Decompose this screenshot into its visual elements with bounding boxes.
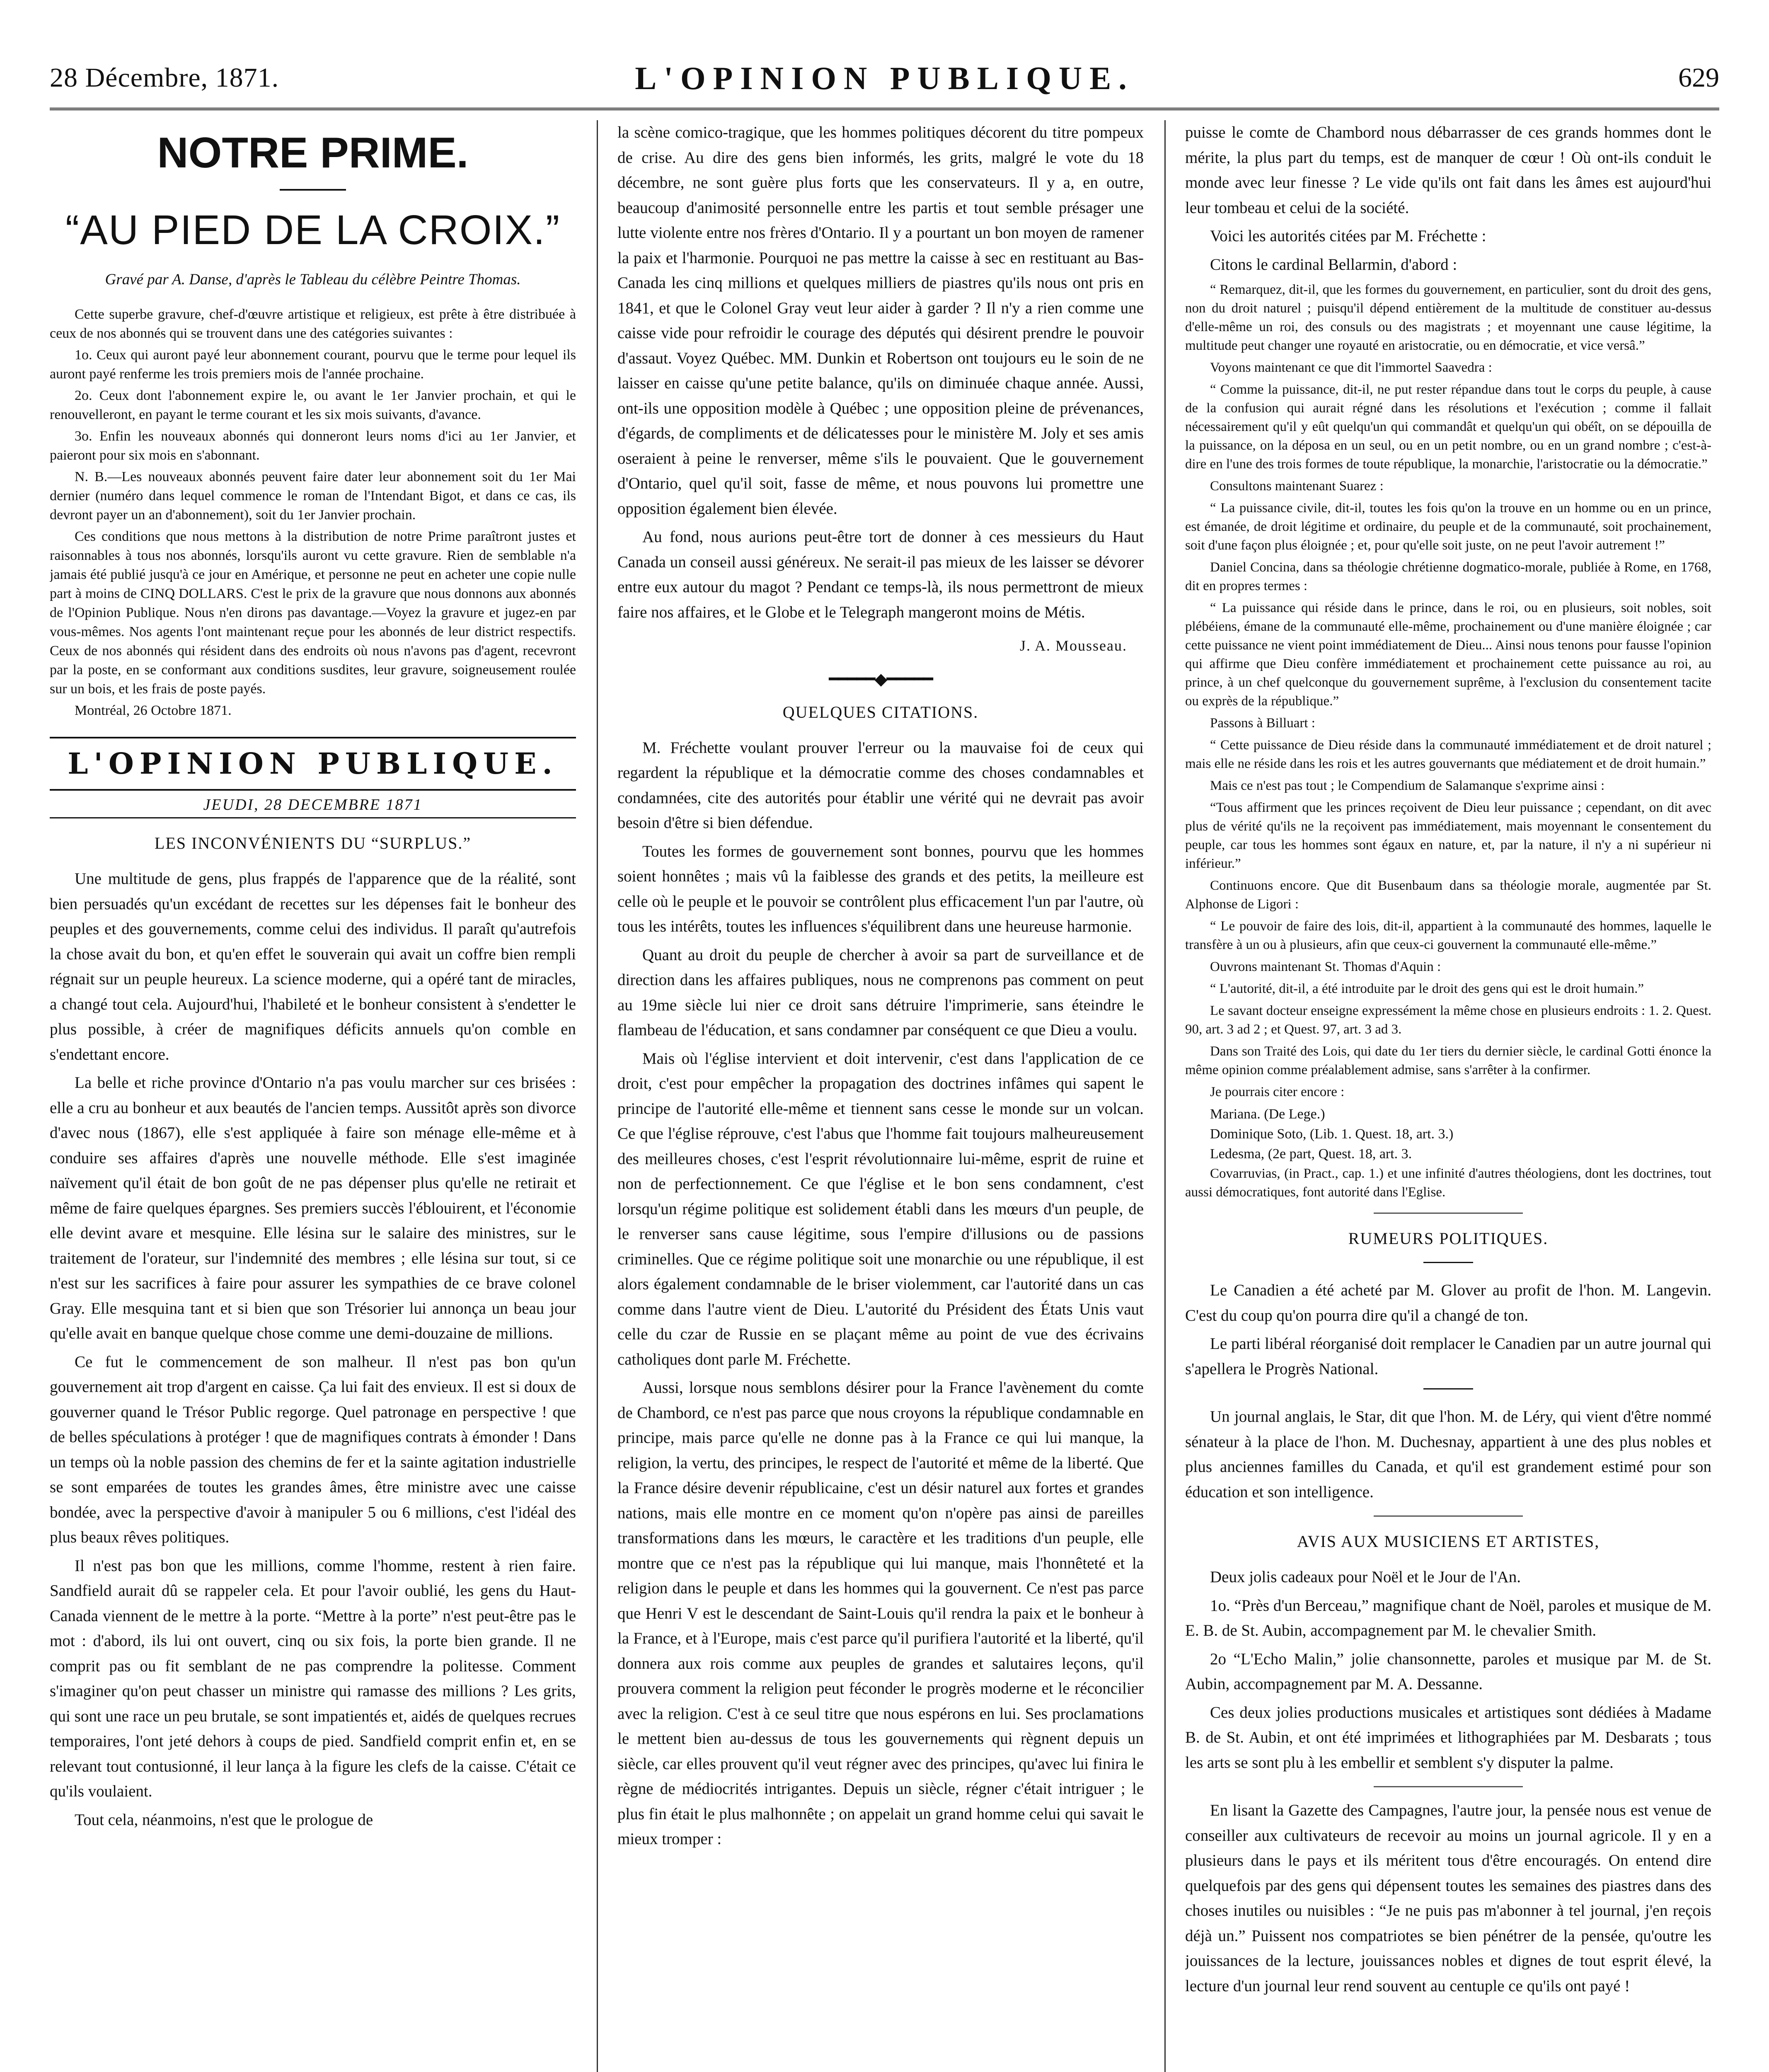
authority-item: Dominique Soto, (Lib. 1. Quest. 18, art. 3.) bbox=[1210, 1126, 1454, 1142]
authority-item: Mariana. (De Lege.) bbox=[1210, 1106, 1325, 1122]
column-2 bbox=[617, 120, 1144, 2072]
divider bbox=[1374, 1515, 1523, 1517]
quote: Le savant docteur enseigne expressément la même chose en plusieurs endroits : 1. 2. Quest. 90, art. 3 ad 2 ; et Quest. 97, art. 3 ad 3. bbox=[1185, 1003, 1711, 1037]
quote: Covarruvias, (in Pract., cap. 1.) et une infinité d'autres théologiens, dont les doctrines, tout aussi démocratiques, font autorité dans l'Eglise. bbox=[1185, 1166, 1711, 1200]
paragraph: Voici les autorités citées par M. Fréchette : bbox=[1210, 227, 1486, 245]
newspaper-page bbox=[50, 46, 1719, 2072]
divider bbox=[1374, 1213, 1523, 1214]
paragraph: En lisant la Gazette des Campagnes, l'autre jour, la pensée nous est venue de conseiller aux cultivateurs de recevoir au moins un journal agricole. Il y en a plusieurs dans le pays et ils méritent tous d'être encouragés. On entend dire quelquefois par des gens qui dépensent toutes les semaines des piastres dans des choses inutiles ou nuisibles : “Je ne puis pas m'abonner à tel journal, j'en reçois déjà un.” Puissent nos compatriotes se bien pénétrer de la pensée, qu'outre les jouissances de la lecture, jouissances nobles et dignes de tout esprit élevé, la lecture d'un journal leur rend souvent au centuple ce qu'ils ont payé ! bbox=[1185, 1801, 1711, 1995]
divider bbox=[1423, 1262, 1473, 1263]
paragraph: Il n'est pas bon que les millions, comme l'homme, restent à rien faire. Sandfield aurait dû se rappeler cela. Et pour l'avoir oublié, les gens du Haut-Canada viennent de le mettre à la porte. “Mettre à la porte” n'est peut-être pas le mot : d'abord, ils lui ont ouvert, cinq ou six fois, la porte bien grande. Il ne comprit pas ou fit semblant de ne pas comprendre la politesse. Comment s'imaginer qu'on peut chasser un ministre qui ramasse des millions ? Les grits, qui sont une race un peu brutale, se sont impatientés et, aidés de quelques recrues temporaires, l'ont jeté dehors à coups de pied. Sandfield comprit enfin et, en se relevant tout contusionné, il leur lança à la figure les clefs de la caisse. C'était ce qu'ils voulaient. bbox=[50, 1556, 576, 1800]
quote: Dans son Traité des Lois, qui date du 1er tiers du dernier siècle, le cardinal Gotti énonce la même opinion comme préalablement admise, sans s'arrêter à la confirmer. bbox=[1185, 1044, 1711, 1077]
paragraph: 3o. Enfin les nouveaux abonnés qui donneront leurs noms d'ici au 1er Janvier, et paieront pour six mois en s'abonnant. bbox=[50, 428, 576, 463]
paragraph: Cette superbe gravure, chef-d'œuvre artistique et religieux, est prête à être distribuée à ceux de nos abonnés qui se trouvent dans une des catégories suivantes : bbox=[50, 307, 576, 341]
paragraph: Montréal, 26 Octobre 1871. bbox=[75, 703, 232, 718]
quote: Daniel Concina, dans sa théologie chrétienne dogmatico-morale, publiée à Rome, en 1768, dit en propres termes : bbox=[1185, 560, 1711, 593]
issue-date-line: JEUDI, 28 DECEMBRE 1871 bbox=[50, 792, 576, 818]
column-divider bbox=[1164, 120, 1166, 2072]
column-1 bbox=[50, 120, 576, 2072]
quote: “ Le pouvoir de faire des lois, dit-il, appartient à la communauté des hommes, laquelle le transfère à un ou à plusieurs, afin que ceux-ci gouvernent la communauté elle-même.” bbox=[1185, 919, 1711, 952]
paragraph: Le Canadien a été acheté par M. Glover au profit de l'hon. M. Langevin. C'est du coup qu'on pourra dire qu'il a changé de ton. bbox=[1185, 1281, 1711, 1324]
article-heading: RUMEURS POLITIQUES. bbox=[1348, 1229, 1549, 1248]
quote: Ouvrons maintenant St. Thomas d'Aquin : bbox=[1210, 959, 1441, 974]
page-number: 629 bbox=[1678, 63, 1719, 93]
divider bbox=[280, 189, 346, 191]
paragraph: Ce fut le commencement de son malheur. Il n'est pas bon qu'un gouvernement ait trop d'argent en caisse. Ça lui fait des envieux. Il est si doux de gouverner quand le Trésor Public regorge. Quel patronage en perspective ! que de belles spéculations à protéger ! que de magnifiques contrats à émonder ! Dans un temps où la noble passion des chemins de fer et la sainte agitation industrielle se sont emparées de toutes les grandes âmes, être ministre avec une caisse bondée, avec la perspective d'avoir à manipuler 5 ou 6 millions, c'est l'idéal des plus beaux rêves politiques. bbox=[50, 1353, 576, 1546]
author-signature: J. A. Mousseau. bbox=[1019, 637, 1127, 654]
quote: Continuons encore. Que dit Busenbaum dans sa théologie morale, augmentée par St. Alphonse de Ligori : bbox=[1185, 878, 1711, 912]
engraving-credit: Gravé par A. Danse, d'après le Tableau du célèbre Peintre Thomas. bbox=[105, 271, 521, 288]
prime-heading: NOTRE PRIME. bbox=[157, 129, 469, 177]
paragraph: La belle et riche province d'Ontario n'a pas voulu marcher sur ces brisées : elle a cru au bonheur et aux beautés de l'ancien temps. Aussitôt après son divorce d'avec nous (1867), elle s'est appliquée à faire son ménage elle-même et à conduire ses affaires d'après une nouvelle méthode. Elle s'est imaginée naïvement qu'il était de bon goût de ne pas dépenser plus qu'elle ne retirait et même de faire quelques épargnes. Ses premiers succès l'éblouirent, et l'économie elle devint avare et mesquine. Elle lésina sur le salaire des ministres, sur le traitement de l'orateur, sur l'indemnité des membres ; elle lésina sur tout, si ce n'est sur les sacrifices à faire pour assurer les sympathies de ce brave colonel Gray. Elle mesquina tant et si bien que son Trésorier lui annonça un beau jour qu'elle avait en banque quelque chose comme une demi-douzaine de millions. bbox=[50, 1074, 576, 1342]
quote: Je pourrais citer encore : bbox=[1210, 1084, 1345, 1099]
paragraph: Ces conditions que nous mettons à la distribution de notre Prime paraîtront justes et raisonnables à tous nos abonnés, lorsqu'ils auront vu cette gravure. Rien de semblable n'a jamais été publié jusqu'à ce jour en Amérique, et personne ne peut en acheter une copie nulle part à moins de CINQ DOLLARS. C'est le prix de la gravure que nous donnons aux abonnés de l'Opinion Publique. Nous n'en dirons pas davantage.—Voyez la gravure et jugez-en par vous-mêmes. Nos agents l'ont maintenant reçue pour les abonnés de leur district respectifs. Ceux de nos abonnés qui résident dans des endroits où nous n'avons pas d'agent, recevront par la poste, en se conformant aux conditions susdites, leur gravure, soigneusement roulée sur un bois, et les frais de poste payés. bbox=[50, 529, 576, 697]
paragraph: Mais où l'église intervient et doit intervenir, c'est dans l'application de ce droit, c'est pour empêcher la propagation des doctrines infâmes qui sapent le principe de l'autorité elle-même et tiennent sans cesse le monde sur un volcan. Ce que l'église réprouve, c'est l'abus que l'homme fait toujours malheureusement des meilleures choses, c'est l'esprit révolutionnaire lui-même, esprit de ruine et non de perfectionnement. Ce que l'église et le bon sens condamnent, c'est lorsqu'un régime politique est solidement établi dans les mœurs d'un peuple, de le renverser sans cause légitime, sous l'empire d'illusions ou de passions criminelles. Que ce régime politique soit une monarchie ou une république, il est alors également condamnable de le briser violemment, car l'autorité dans un cas comme dans l'autre vient de Dieu. L'autorité du Président des États Unis vaut celle du czar de Russie en se plaçant même au point de vue des écrivains catholiques dont parle M. Fréchette. bbox=[617, 1049, 1144, 1368]
paragraph: 2o. Ceux dont l'abonnement expire le, ou avant le 1er Janvier prochain, et qui le renouvelleront, en payant le terme courant et les six mois suivants, d'avance. bbox=[50, 388, 576, 422]
quote: Voyons maintenant ce que dit l'immortel Saavedra : bbox=[1210, 360, 1492, 375]
paragraph: puisse le comte de Chambord nous débarrasser de ces grands hommes dont le mérite, la plus part du temps, est de manquer de cœur ! Où ont-ils conduit le monde avec leur finesse ? Le vide qu'ils ont fait dans les âmes est aujourd'hui leur tombeau et celui de la société. bbox=[1185, 123, 1711, 217]
prime-title: “AU PIED DE LA CROIX.” bbox=[65, 207, 561, 253]
paragraph: Citons le cardinal Bellarmin, d'abord : bbox=[1210, 255, 1457, 274]
quote: “Tous affirment que les princes reçoivent de Dieu leur puissance ; cependant, on dit avec plus de vérité qu'ils ne la reçoivent pas immédiatement, mais moyennant le consentement du peuple, car tous les hommes sont égaux en nature, et, par la nature, il n'y a ni supérieur ni inférieur.” bbox=[1185, 800, 1711, 871]
article-heading: QUELQUES CITATIONS. bbox=[782, 702, 979, 721]
paragraph: 2o “L'Echo Malin,” jolie chansonnette, paroles et musique par M. de St. Aubin, accompagnement par M. A. Dessanne. bbox=[1185, 1650, 1711, 1693]
column-3 bbox=[1185, 120, 1711, 2072]
paragraph: Au fond, nous aurions peut-être tort de donner à ces messieurs du Haut Canada un conseil aussi généreux. Ne serait-il pas mieux de les laisser se dévorer entre eux autour du magot ? Pendant ce temps-là, ils nous permettront de mieux faire nos affaires, et le Globe et le Telegraph mangeront moins de Métis. bbox=[617, 528, 1144, 621]
issue-date-header: 28 Décembre, 1871. bbox=[50, 63, 279, 93]
authority-item: Ledesma, (2e part, Quest. 18, art. 3. bbox=[1210, 1146, 1412, 1162]
paragraph: Ces deux jolies productions musicales et artistiques sont dédiées à Madame B. de St. Aubin, et ont été imprimées et lithographiées par M. Desbarats ; tous les arts se sont plu à les embellir et semblent s'y disputer la palme. bbox=[1185, 1703, 1711, 1772]
article-heading: AVIS AUX MUSICIENS ET ARTISTES, bbox=[1297, 1532, 1600, 1551]
divider bbox=[1423, 1388, 1473, 1389]
section-ornament: ━━━━━◆━━━━━ bbox=[829, 669, 932, 688]
paragraph: Quant au droit du peuple de chercher à avoir sa part de surveillance et de direction dans les affaires publiques, nous ne comprenons pas comment on peut au 19me siècle lui nier ce droit sans détruire l'imprimerie, sans éteindre le flambeau de l'éducation, et sans condamner par conséquent ce que Dieu a voulu. bbox=[617, 946, 1144, 1039]
quote: “ La puissance civile, dit-il, toutes les fois qu'on la trouve en un homme ou en un prince, est émanée, de droit légitime et ordinaire, du peuple et de la communauté, soit prochainement, soit d'une façon plus éloignée ; et, pour qu'elle soit juste, on ne peut l'avoir autrement !” bbox=[1185, 501, 1711, 553]
column-divider bbox=[597, 120, 598, 2072]
quote: “ Comme la puissance, dit-il, ne put rester répandue dans tout le corps du peuple, à cause de la confusion qui aurait régné dans les résolutions et l'exécution ; comme il fallait nécessairement qu'il y eût quelqu'un qui commandât et quelqu'un qui obéît, on se dépouilla de la puissance, on la déposa en un seul, ou en un petit nombre, ou en un grand nombre ; c'est-à-dire en l'une des trois formes de toute république, la monarchie, l'aristocratie ou la démocratie.” bbox=[1185, 382, 1711, 472]
paragraph: Tout cela, néanmoins, n'est que le prologue de bbox=[75, 1811, 373, 1829]
paragraph: Deux jolis cadeaux pour Noël et le Jour de l'An. bbox=[1210, 1568, 1521, 1586]
quote: “ Remarquez, dit-il, que les formes du gouvernement, en particulier, sont du droit des gens, non du droit naturel ; puisqu'il dépend entièrement de la multitude de constituer au-dessus d'elle-même un roi, des consuls ou des magistrats ; et moyennant une cause légitime, la multitude peut changer une royauté en aristocratie, ou en démocratie, et vice versâ.” bbox=[1185, 282, 1711, 353]
paragraph: Une multitude de gens, plus frappés de l'apparence que de la réalité, sont bien persuadés qu'un excédant de recettes sur les dépenses fait le bonheur des peuples et des gouvernements, comme celui des individus. Il paraît qu'autrefois la chose avait du bon, et qu'en effet le souverain qui avait un coffre bien rempli régnait sur un peuple heureux. La science moderne, qui a opéré tant de miracles, a changé tout cela. Aujourd'hui, l'habileté et le bonheur consistent à s'endetter le plus possible, à créer de magnifiques déficits annuels qu'on comble en s'endettant encore. bbox=[50, 870, 576, 1063]
masthead bbox=[50, 46, 1719, 110]
paragraph: 1o. Ceux qui auront payé leur abonnement courant, pourvu que le terme pour lequel ils auront payé renferme les trois premiers mois de l'année prochaine. bbox=[50, 347, 576, 382]
paragraph: la scène comico-tragique, que les hommes politiques décorent du titre pompeux de crise. Au dire des gens bien informés, les grits, malgré le vote du 18 décembre, ne sont guère plus forts que les conservateurs. Il y a, en outre, beaucoup d'animosité personnelle entre les partis et tout semble présager une lutte violente entre nos frères d'Ontario. Il y a pourtant un bon moyen de ramener la paix et l'harmonie. Pourquoi ne pas mettre la caisse à sec en restituant au Bas-Canada les cinq millions et quelques milliers de piastres qu'ils nous ont pris en 1841, et que le Colonel Gray veut leur aider à garder ? Il n'y a rien comme une caisse vide pour refroidir le courage des députés qui désirent prendre le pouvoir d'assaut. Voyez Québec. MM. Dunkin et Robertson ont toujours eu le soin de ne laisser en caisse qu'une petite balance, qu'ils on diminuée chaque année. Aussi, ont-ils une opposition modèle à Québec ; une opposition pleine de prévenances, d'égards, de compliments et de délicatesses pour le ministère M. Joly et ses amis oseraient à peine le renverser, même s'ils le pouvaient. Que le gouvernement d'Ontario, quel qu'il soit, fasse de même, et nous pouvons lui promettre une opposition également bien élevée. bbox=[617, 123, 1144, 518]
newspaper-title: L'OPINION PUBLIQUE. bbox=[635, 60, 1134, 96]
prime-notice bbox=[50, 305, 576, 720]
quote: “ L'autorité, dit-il, a été introduite par le droit des gens qui est le droit humain.” bbox=[1210, 981, 1644, 996]
divider bbox=[1374, 1786, 1523, 1787]
paragraph: Un journal anglais, le Star, dit que l'hon. M. de Léry, qui vient d'être nommé sénateur à la place de l'hon. M. Duchesnay, appartient à une des plus nobles et plus anciennes familles du Canada, et qu'il est grandement estimé pour son éducation et son intelligence. bbox=[1185, 1408, 1711, 1501]
paragraph: N. B.—Les nouveaux abonnés peuvent faire dater leur abonnement soit du 1er Mai dernier (numéro dans lequel commence le roman de l'Intendant Bigot, et dans ce cas, ils devront payer un an d'abonnement), soit du 1er Janvier prochain. bbox=[50, 469, 576, 523]
article-heading: LES INCONVÉNIENTS DU “SURPLUS.” bbox=[154, 834, 472, 852]
quote: Mais ce n'est pas tout ; le Compendium de Salamanque s'exprime ainsi : bbox=[1210, 778, 1605, 793]
paragraph: Aussi, lorsque nous semblons désirer pour la France l'avènement du comte de Chambord, ce n'est pas parce que nous croyons la république condamnable en principe, mais parce qu'elle ne donne pas à la France ce qui lui manque, la religion, la vertu, des principes, le respect de l'autorité et même de la liberté. Que la France désire devenir républicaine, c'est un désir naturel aux fortes et grandes nations, mais elle montre en ce moment qu'on n'opère pas ainsi de pareilles transformations dans les mœurs, le caractère et les traditions d'un peuple, elle montre que ce n'est pas la république qui lui manque, mais l'honnêteté et la religion dans le peuple et dans les hommes qui la gouvernent. Ce n'est pas parce que Henri V est le descendant de Saint-Louis qu'il rendra la paix et le bonheur à la France, et à l'Europe, mais c'est parce qu'il purifiera l'autorité et la liberté, qu'il donnera aux rois comme aux peuples de grandes et salutaires leçons, qu'il prouvera comment la religion peut féconder le progrès moderne et le réconcilier avec la religion. C'est à ce seul titre que nous espérons en lui. Ses proclamations le mettent bien au-dessus de tous les gouvernements qui règnent depuis un siècle, car elles prouvent qu'il veut régner avec des principes, qu'avec lui finira le règne de médiocrités intrigantes. Depuis un siècle, régner c'était intriguer ; le plus fin était le plus malhonnête ; on appelait un grand homme celui qui savait le mieux tromper : bbox=[617, 1379, 1144, 1848]
quote: “ Cette puissance de Dieu réside dans la communauté immédiatement et de droit naturel ; mais elle ne réside dans les rois et les autres gouvernants que médiatement et de droit humain.” bbox=[1185, 738, 1711, 771]
paragraph: Le parti libéral réorganisé doit remplacer le Canadien par un autre journal qui s'apellera le Progrès National. bbox=[1185, 1335, 1711, 1378]
quote: Passons à Billuart : bbox=[1210, 716, 1315, 731]
quote: Consultons maintenant Suarez : bbox=[1210, 479, 1384, 494]
paragraph: Toutes les formes de gouvernement sont bonnes, pourvu que les hommes soient honnêtes ; mais vû la faiblesse des grands et des petits, la meilleure est celle où le peuple et le pouvoir se contrôlent plus efficacement l'un par l'autre, où tous les intérêts, toutes les influences s'équilibrent dans une heureuse harmonie. bbox=[617, 842, 1144, 935]
paragraph: 1o. “Près d'un Berceau,” magnifique chant de Noël, paroles et musique de M. E. B. de St. Aubin, accompagnement par M. le chevalier Smith. bbox=[1185, 1596, 1711, 1639]
quote: “ La puissance qui réside dans le prince, dans le roi, ou en plusieurs, soit nobles, soit plébéiens, émane de la communauté elle-même, prochainement ou d'une manière éloignée ; car cette puissance ne vient point immédiatement de Dieu... Ainsi nous tenons pour fausse l'opinion qui affirme que Dieu confère immédiatement et prochainement cette puissance au roi, au prince, à un chef quelconque du gouvernement suprême, à l'exclusion du consentement tacite ou exprès de la république.” bbox=[1185, 600, 1711, 709]
citations-block bbox=[1185, 281, 1711, 1202]
paper-title-banner: L'OPINION PUBLIQUE. bbox=[50, 737, 576, 791]
paragraph: M. Fréchette voulant prouver l'erreur ou la mauvaise foi de ceux qui regardent la république et la démocratie comme des choses condamnables et condamnées, cite des autorités pour établir une vérité qui ne devrait pas avoir besoin d'être si bien défendue. bbox=[617, 738, 1144, 832]
